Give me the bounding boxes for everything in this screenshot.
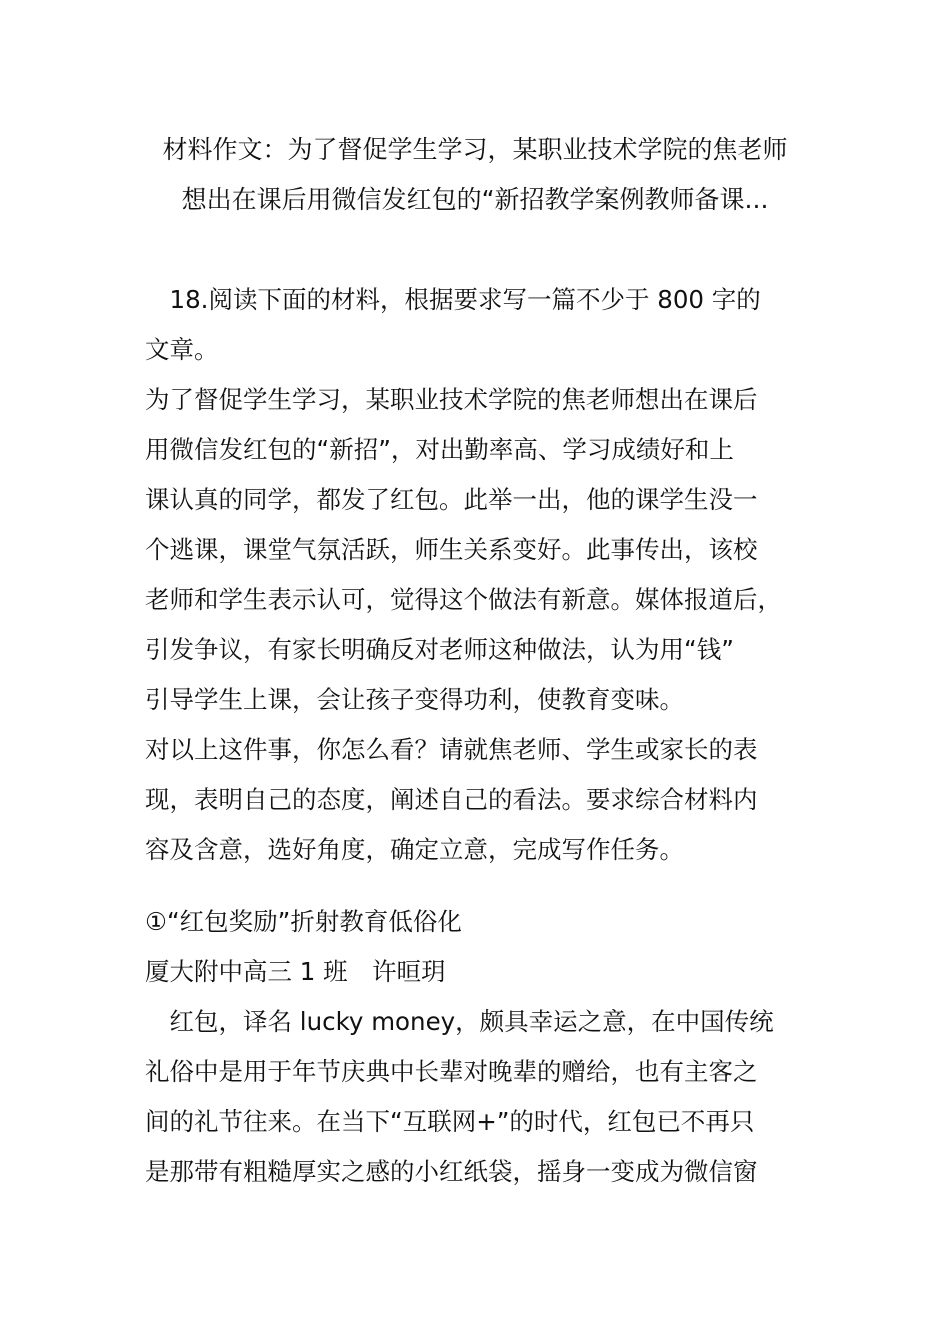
material-line: 现，表明自己的态度，阐述自己的看法。要求综合材料内 <box>145 785 758 814</box>
material-line: 对以上这件事，你怎么看？请就焦老师、学生或家长的表 <box>145 735 758 764</box>
essay-body-line: 礼俗中是用于年节庆典中长辈对晚辈的赠给，也有主客之 <box>145 1057 758 1086</box>
material-line: 引发争议，有家长明确反对老师这种做法，认为用“钱” <box>145 635 734 664</box>
essay-title: ①“红包奖励”折射教育低俗化 <box>145 907 462 936</box>
material-line: 课认真的同学，都发了红包。此举一出，他的课学生没一 <box>145 485 758 514</box>
material-line: 个逃课，课堂气氛活跃，师生关系变好。此事传出，该校 <box>145 535 758 564</box>
question-line-2: 文章。 <box>145 335 219 364</box>
material-line: 用微信发红包的“新招”，对出勤率高、学习成绩好和上 <box>145 435 734 464</box>
essay-body-line: 红包，译名 lucky money，颇具幸运之意，在中国传统 <box>145 1007 774 1036</box>
material-line: 老师和学生表示认可，觉得这个做法有新意。媒体报道后， <box>145 585 782 614</box>
essay-body-line: 是那带有粗糙厚实之感的小红纸袋，摇身一变成为微信窗 <box>145 1157 758 1186</box>
question-line-1: 18.阅读下面的材料，根据要求写一篇不少于 800 字的 <box>145 285 761 314</box>
essay-author: 厦大附中高三 1 班 许晅玥 <box>145 957 446 986</box>
material-line: 容及含意，选好角度，确定立意，完成写作任务。 <box>145 835 684 864</box>
essay-body-line: 间的礼节往来。在当下“互联网+”的时代，红包已不再只 <box>145 1107 755 1136</box>
material-line: 为了督促学生学习，某职业技术学院的焦老师想出在课后 <box>145 385 758 414</box>
material-line: 引导学生上课，会让孩子变得功利，使教育变味。 <box>145 685 684 714</box>
document-title-line-1: 材料作文：为了督促学生学习，某职业技术学院的焦老师 <box>162 135 788 164</box>
document-title-line-2: 想出在课后用微信发红包的“新招教学案例教师备课... <box>181 185 769 214</box>
